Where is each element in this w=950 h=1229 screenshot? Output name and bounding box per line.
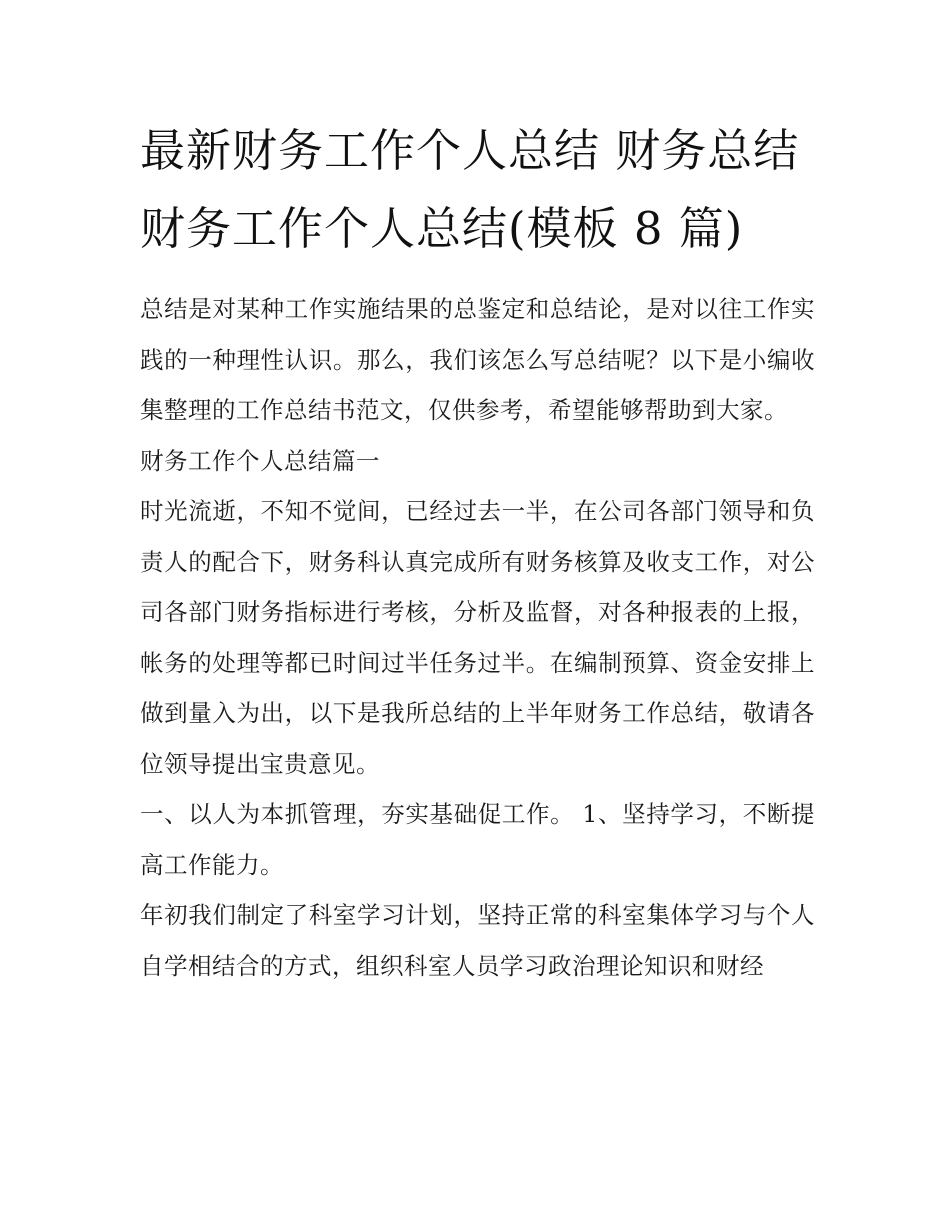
section-heading: 财务工作个人总结篇一 (140, 446, 380, 475)
document-page (140, 112, 815, 991)
intro-paragraph: 总结是对某种工作实施结果的总鉴定和总结论，是对以往工作实践的一种理性认识。那么，我们该怎么写总结呢？以下是小编收集整理的工作总结书范文，仅供参考，希望能够帮助到大家。 (140, 295, 815, 424)
body-paragraph: 年初我们制定了科室学习计划，坚持正常的科室集体学习与个人自学相结合的方式，组织科室人员学习政治理论知识和财经 (140, 901, 815, 980)
document-title: 最新财务工作个人总结 财务总结财务工作个人总结(模板 8 篇) (140, 124, 800, 255)
body-paragraph: 时光流逝，不知不觉间，已经过去一半，在公司各部门领导和负责人的配合下，财务科认真完成所有财务核算及收支工作，对公司各部门财务指标进行考核，分析及监督，对各种报表的上报，帐务的处理等都已时间过半任务过半。在编制预算、资金安排上做到量入为出，以下是我所总结的上半年财务工作总结，敬请各位领导提出宝贵意见。 (140, 497, 815, 778)
body-paragraph: 一、以人为本抓管理，夯实基础促工作。 1、坚持学习，不断提高工作能力。 (140, 800, 815, 879)
